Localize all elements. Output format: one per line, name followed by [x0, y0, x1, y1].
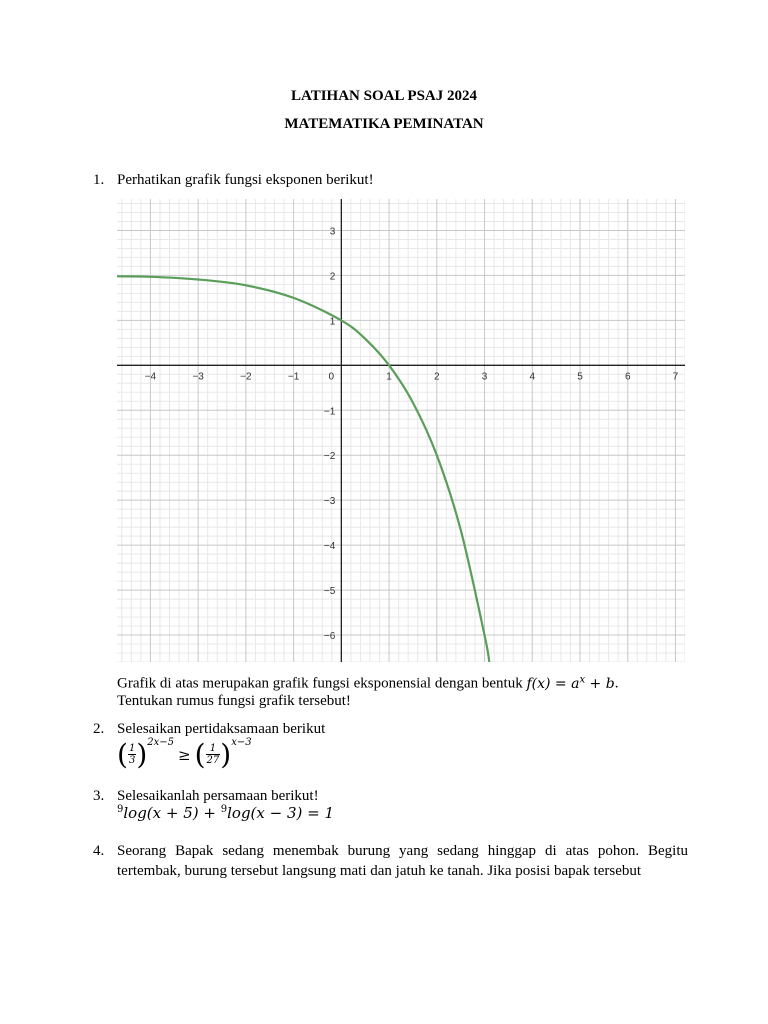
x-tick-label: 1: [386, 371, 392, 383]
x-tick-label: −2: [240, 371, 252, 383]
exponential-graph: [117, 199, 685, 662]
y-tick-label: 2: [329, 271, 336, 283]
question-4-number: 4.: [93, 843, 105, 859]
function-form-exponent: x: [579, 674, 586, 685]
question-3-text: Selesaikanlah persamaan berikut!: [117, 788, 319, 804]
y-tick-label: 3: [329, 226, 336, 238]
grid-minor: [117, 199, 685, 662]
lhs-open-paren: (: [117, 738, 128, 771]
y-tick-label: −3: [323, 496, 336, 508]
function-form: [526, 676, 614, 692]
document-title: LATIHAN SOAL PSAJ 2024: [290, 88, 477, 104]
log-base-1: 9: [117, 804, 124, 815]
function-form-tail: + b: [585, 675, 615, 692]
log-base-2: 9: [220, 804, 228, 815]
x-tick-label: 2: [434, 371, 440, 383]
y-tick-label: −5: [323, 586, 336, 598]
document-subtitle: MATEMATIKA PEMINATAN: [284, 116, 484, 132]
x-tick-label: −1: [287, 371, 300, 383]
question-2-text: Selesaikan pertidaksamaan berikut: [117, 721, 326, 737]
axes: [117, 199, 685, 662]
question-1-followup: [117, 674, 618, 693]
question-1-followup-line2: Tentukan rumus fungsi grafik tersebut!: [117, 693, 351, 709]
tick-labels: [145, 226, 679, 642]
question-1-number: 1.: [93, 172, 105, 188]
x-tick-label: 5: [577, 371, 583, 383]
rhs-close-paren: ): [220, 738, 232, 771]
lhs-numerator: 1: [128, 743, 136, 754]
x-tick-label: 4: [529, 371, 536, 383]
grid-major: [117, 199, 685, 662]
question-3-number: 3.: [93, 788, 105, 804]
x-tick-label: 6: [624, 371, 631, 383]
rhs-exponent: x−3: [231, 736, 252, 748]
log-equation: [117, 804, 334, 822]
rhs-numerator: 1: [206, 743, 221, 755]
x-tick-label: −4: [144, 371, 157, 383]
y-tick-label: −6: [323, 631, 336, 643]
rhs-open-paren: (: [194, 738, 206, 771]
y-tick-label: −2: [323, 451, 336, 463]
y-tick-label: −1: [323, 406, 336, 418]
lhs-close-paren: ): [136, 738, 148, 771]
function-form-base: f(x) = a: [526, 675, 580, 692]
x-tick-label: −3: [192, 371, 204, 383]
x-tick-label: 0: [328, 371, 335, 383]
question-2-number: 2.: [93, 721, 105, 737]
lhs-exponent: 2x−5: [147, 736, 174, 748]
question-1-followup-line1: Grafik di atas merupakan grafik fungsi eksponensial dengan bentuk: [117, 675, 523, 692]
question-1-text: Perhatikan grafik fungsi eksponen berikut!: [117, 172, 374, 188]
y-tick-label: 1: [329, 316, 336, 328]
inequality-sign: ≥: [178, 745, 191, 764]
rhs-denominator: 27: [206, 755, 220, 766]
y-tick-label: −4: [323, 541, 336, 553]
x-tick-label: 3: [481, 371, 488, 383]
x-tick-label: 7: [672, 371, 679, 383]
inequality: [117, 738, 252, 772]
log-term-1: log(x + 5) +: [123, 804, 221, 822]
function-form-period: .: [614, 675, 619, 692]
rhs-fraction: [206, 743, 221, 766]
question-4-text: Seorang Bapak sedang menembak burung yang sedang hinggap di atas pohon. Begitu tertembak, burung tersebut langsung mati dan jatuh ke tanah. Jika posisi bapak tersebut: [117, 843, 688, 879]
log-term-2: log(x − 3) = 1: [227, 804, 334, 822]
lhs-denominator: 3: [128, 755, 136, 766]
